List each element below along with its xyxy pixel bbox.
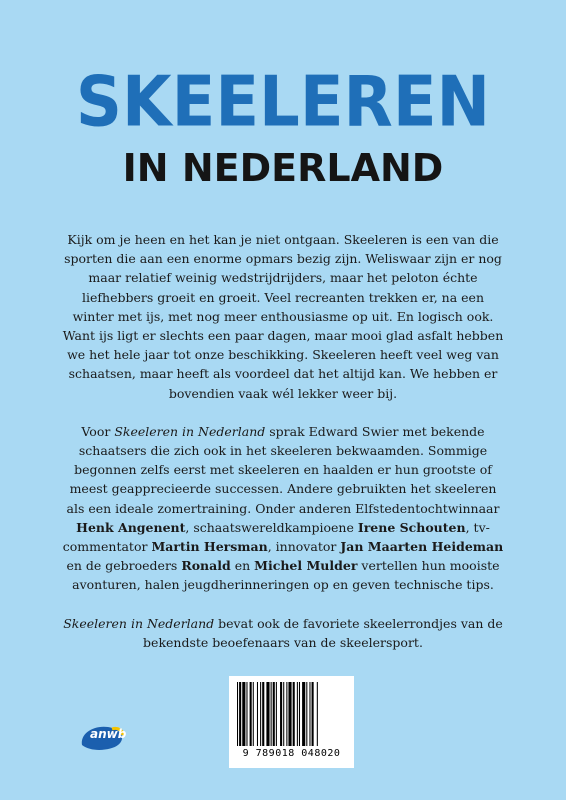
paragraph-routes: Skeeleren in Nederland bevat ook de favoriete skeelerrondjes van de bekendste beoefenaars van de skeelersport.	[63, 615, 503, 650]
name-ronald: Ronald	[181, 558, 231, 574]
book-title-sub: IN NEDERLAND	[122, 146, 444, 190]
name-henk-angenent: Henk Angenent	[76, 519, 186, 535]
book-title-main: SKEELEREN	[75, 63, 491, 143]
paragraph-intro: Kijk om je heen en het kan je niet ontgaan. Skeeleren is een van die sporten die aan een enorme opmars bezig zijn. Weliswaar zijn er nog maar relatief weinig wedstrijdrijders, maar het peloton échte liefhebbers groeit en groeit. Veel recreanten trekken er, na een winter met ijs, met nog meer enthousiasme op uit. En logisch ook. Want ijs ligt er slechts een paar dagen, maar mooi glad asfalt hebben we het hele jaar tot onze beschikking. Skeeleren heeft veel weg van schaatsen, maar heeft als voordeel dat het altijd kan. We hebben er bovendien vaak wél lekker weer bij.	[62, 232, 504, 401]
name-martin-hersman: Martin Hersman	[151, 539, 268, 555]
anwb-logo-text: anwb	[90, 727, 127, 741]
isbn-barcode	[229, 676, 354, 768]
name-jan-maarten-heideman: Jan Maarten Heideman	[340, 539, 504, 555]
book-title-inline: Skeeleren in Nederland	[63, 615, 215, 631]
isbn-number: 9 789018 048020	[242, 748, 341, 759]
book-title-inline: Skeeleren in Nederland	[114, 423, 266, 439]
name-irene-schouten: Irene Schouten	[357, 519, 466, 535]
name-michel-mulder: Michel Mulder	[254, 558, 358, 574]
barcode-bars	[237, 682, 346, 746]
paragraph-interviews: Voor Skeeleren in Nederland sprak Edward Swier met bekende schaatsers die zich ook in het skeeleren bekwaamden. Sommige begonnen zelfs eerst met skeeleren en haalden er hun grootste of meest geapprecieerde successen. Andere gebruikten het skeeleren als een ideale zomertraining. Onder anderen Elfstedentochtwinnaar Henk Angenent, schaatswereldkampioene Irene Schouten, tv-commentator Martin Hersman, innovator Jan Maarten Heideman en de gebroeders Ronald en Michel Mulder vertellen hun mooiste avonturen, halen jeugdherinneringen op en geven technische tips.	[62, 423, 504, 593]
back-cover-text	[60, 230, 506, 671]
